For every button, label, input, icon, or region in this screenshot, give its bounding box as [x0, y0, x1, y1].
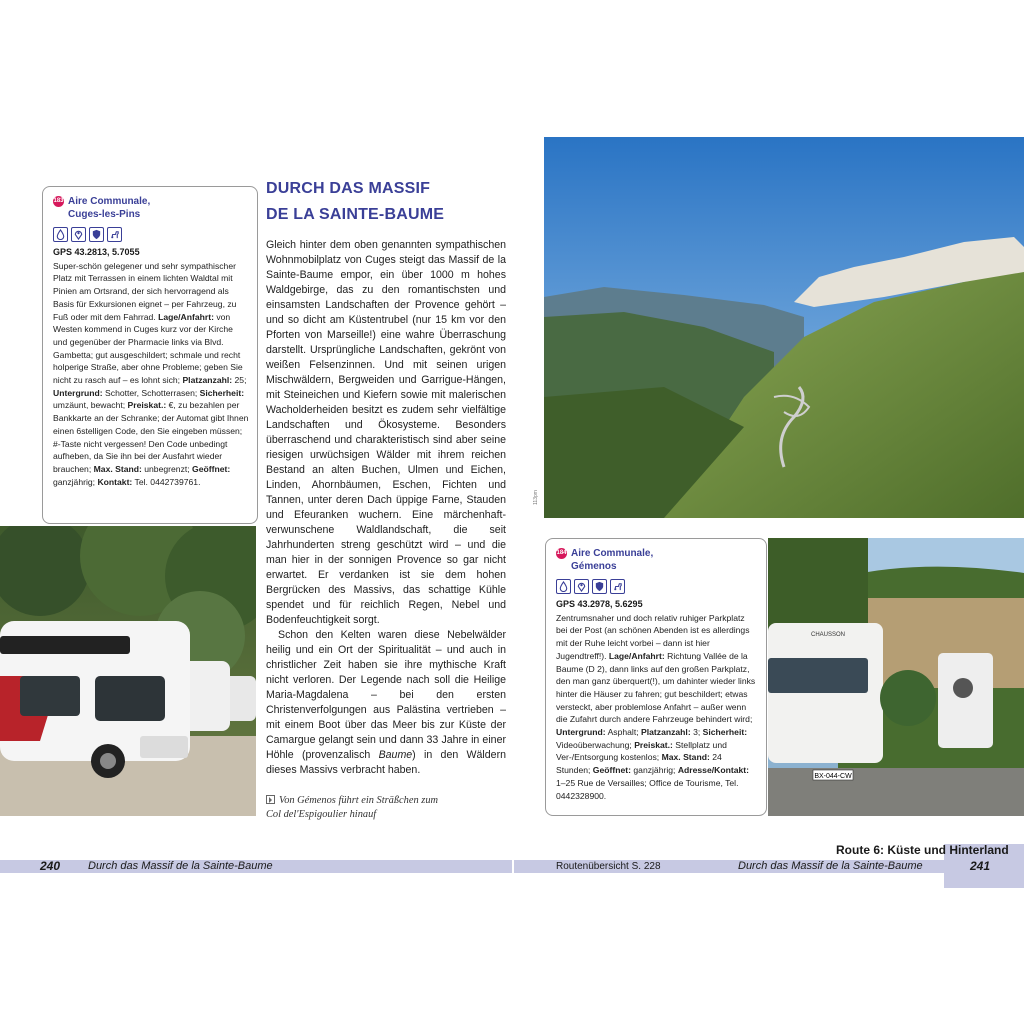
- gps-coordinates: GPS 43.2978, 5.6295: [556, 599, 643, 609]
- photo-credit-mountain: 113pm: [533, 490, 539, 505]
- main-article-text: [266, 238, 506, 778]
- infobox-heading: [556, 547, 758, 573]
- article-paragraph-1: Gleich hinter dem oben genannten sympathischen Wohnmobilplatz von Cuges steigt das Massif de la Sainte-Baume empor, ein über 1000 m hohes Waldgebirge, das zu den romantischsten und einsamsten Landschaften der Provence gehört – und so dicht am Küstentrubel (nur 15 km vor den Pforten von Marseille!) eine wahre Überraschung darstellt. Ursprüngliche Landschaften, gekrönt von weißen Felsenzinnen. Und mit seinen urigen Mischwäldern, Bergweiden und Garrigue-Hängen, mit Steineichen und Kiefern sowie mit malerischen Wacholderheiden besitzt es zudem sehr vielfältige Landschaften und Ökosysteme. Besonders überraschend und charakteristisch sind aber seine riesigen urwüchsigen Wälder mit ihrem reichen Bestand an alten Buchen, Ulmen und Eichen, Linden, Ahornbäumen, Eschen, Fichten und Tannen, unter deren Dach üppige Farne, Stauden und Efeuranken wuchern. Eine märchenhaft-verwunschene Waldlandschaft, die seit Jahrhunderten streng geschützt wird – und die man hier in der sonnigen Provence so gar nicht erwartet. Er verdanken ist sie dem hohen Bergrücken des Massivs, das schattige Kühle spendet und für reichlich Regen, Nebel und Bodenfeuchtigkeit sorgt.: [266, 239, 506, 626]
- site-number-badge: 183: [53, 196, 64, 207]
- article-paragraph-2: Schon den Kelten waren diese Nebelwälder heilig und ein Ort der Spiritualität – und auch in christlicher Zeit haben sie ihre mythische Kraft nicht verloren. Der Legende nach soll die Heilige Maria-Magdalena – bei den ersten Christenverfolgungen aus Palästina vertrieben – mit einem Boot über das Meer bis zur Küste der Camargue gelangt sein und dann 33 Jahre in einer Höhle (provenzalisch Baume) in den Wäldern dieses Massivs verbracht haben.: [266, 629, 506, 776]
- gps-coordinates: GPS 43.2813, 5.7055: [53, 247, 140, 257]
- photo-mountain-landscape: [544, 137, 1024, 518]
- infobox-title-line2: Gémenos: [571, 561, 617, 572]
- page-headline: [266, 176, 506, 228]
- dog-icon: [107, 227, 122, 242]
- footer-section-left: Durch das Massif de la Sainte-Baume: [88, 860, 273, 872]
- infobox-heading: [53, 195, 249, 221]
- infobox-title-line1: Aire Communale,: [571, 548, 654, 559]
- footer-route-overview[interactable]: Routenübersicht S. 228: [556, 861, 661, 872]
- dog-icon: [610, 579, 625, 594]
- photo-caption: [266, 794, 506, 822]
- location-pin-icon: [71, 227, 86, 242]
- shield-icon: [592, 579, 607, 594]
- page-number-right: 241: [970, 859, 991, 873]
- shield-icon: [89, 227, 104, 242]
- location-pin-icon: [574, 579, 589, 594]
- headline-line1: DURCH DAS MASSIF: [266, 180, 431, 197]
- photo-campers-cuges: [0, 526, 256, 816]
- caption-line1: Von Gémenos führt ein Sträßchen zum: [279, 795, 439, 806]
- infobox-description: Zentrumsnaher und doch relativ ruhiger Parkplatz bei der Post (an schönen Abenden ist es allerdings mit der Ruhe leicht vorbei – dann ist hier Jugendtreff!). Lage/Anfahrt: Richtung Vallée de la Baume (D 2), dann links auf den großen Parkplatz, den man ganz überquert(!), um dahinter wieder links hinter die Häuser zu fahren; gut beschildert; etwas versteckt, aber problemlose Anfahrt – außer wenn die Zufahrt durch andere Fahrzeuge behindert wird; Untergrund: Asphalt; Platzanzahl: 3; Sicherheit: Videoüberwachung; Preiskat.: Stellplatz und Ver-/Entsorgung kostenlos; Max. Stand: 24 Stunden; Geöffnet: ganzjährig; Adresse/Kontakt: 1–25 Rue de Versailles; Office de Tourisme, Tel. 0442328900.: [556, 612, 756, 801]
- camper-brand: CHAUSSON: [810, 632, 846, 638]
- infobox-cuges: [42, 186, 258, 524]
- caption-arrow-icon: [266, 795, 275, 804]
- site-number-badge: 184: [556, 548, 567, 559]
- footer-route-title: Route 6: Küste und Hinterland: [836, 843, 1009, 857]
- water-drop-icon: [53, 227, 68, 242]
- infobox-description: Super-schön gelegener und sehr sympathischer Platz mit Terrassen in einem lichten Waldtal mit Pinien am Ortsrand, der sich hervorragend als Basis für Exkursionen eignet – per Fahrzeug, zu Fuß oder mit dem Fahrrad. Lage/Anfahrt: von Westen kommend in Cuges kurz vor der Kirche und gegenüber der Pharmacie links via Blvd. Gambetta; gut ausgeschildert; schmale und recht holperige Straße, aber ohne Probleme; geben Sie nicht zu rasch auf – es lohnt sich; Platzanzahl: 25; Untergrund: Schotter, Schotterrasen; Sicherheit: umzäunt, bewacht; Preiskat.: €, zu bezahlen per Bankkarte an der Schranke; der Automat gibt Ihnen einen 6stelligen Code, den Sie eingeben müssen; #-Taste nicht vergessen! Den Code unbedingt aufheben, da Sie ihn bei der Ausfahrt wieder brauchen; Max. Stand: unbegrenzt; Geöffnet: ganzjährig; Kontakt: Tel. 0442739761.: [53, 260, 249, 487]
- infobox-title-line2: Cuges-les-Pins: [68, 209, 141, 220]
- caption-line2: Col del'Espigoulier hinauf: [266, 809, 377, 820]
- infobox-title-line1: Aire Communale,: [68, 196, 151, 207]
- infobox-gemenos: [545, 538, 767, 816]
- headline-line2: DE LA SAINTE-BAUME: [266, 206, 445, 223]
- water-drop-icon: [556, 579, 571, 594]
- page-number-left: 240: [40, 859, 61, 873]
- footer-section-right: Durch das Massif de la Sainte-Baume: [738, 860, 923, 872]
- photo-camper-gemenos: [768, 538, 1024, 816]
- amenity-icons: [53, 227, 249, 242]
- license-plate: BX-044-CW: [814, 773, 852, 780]
- amenity-icons: [556, 579, 758, 594]
